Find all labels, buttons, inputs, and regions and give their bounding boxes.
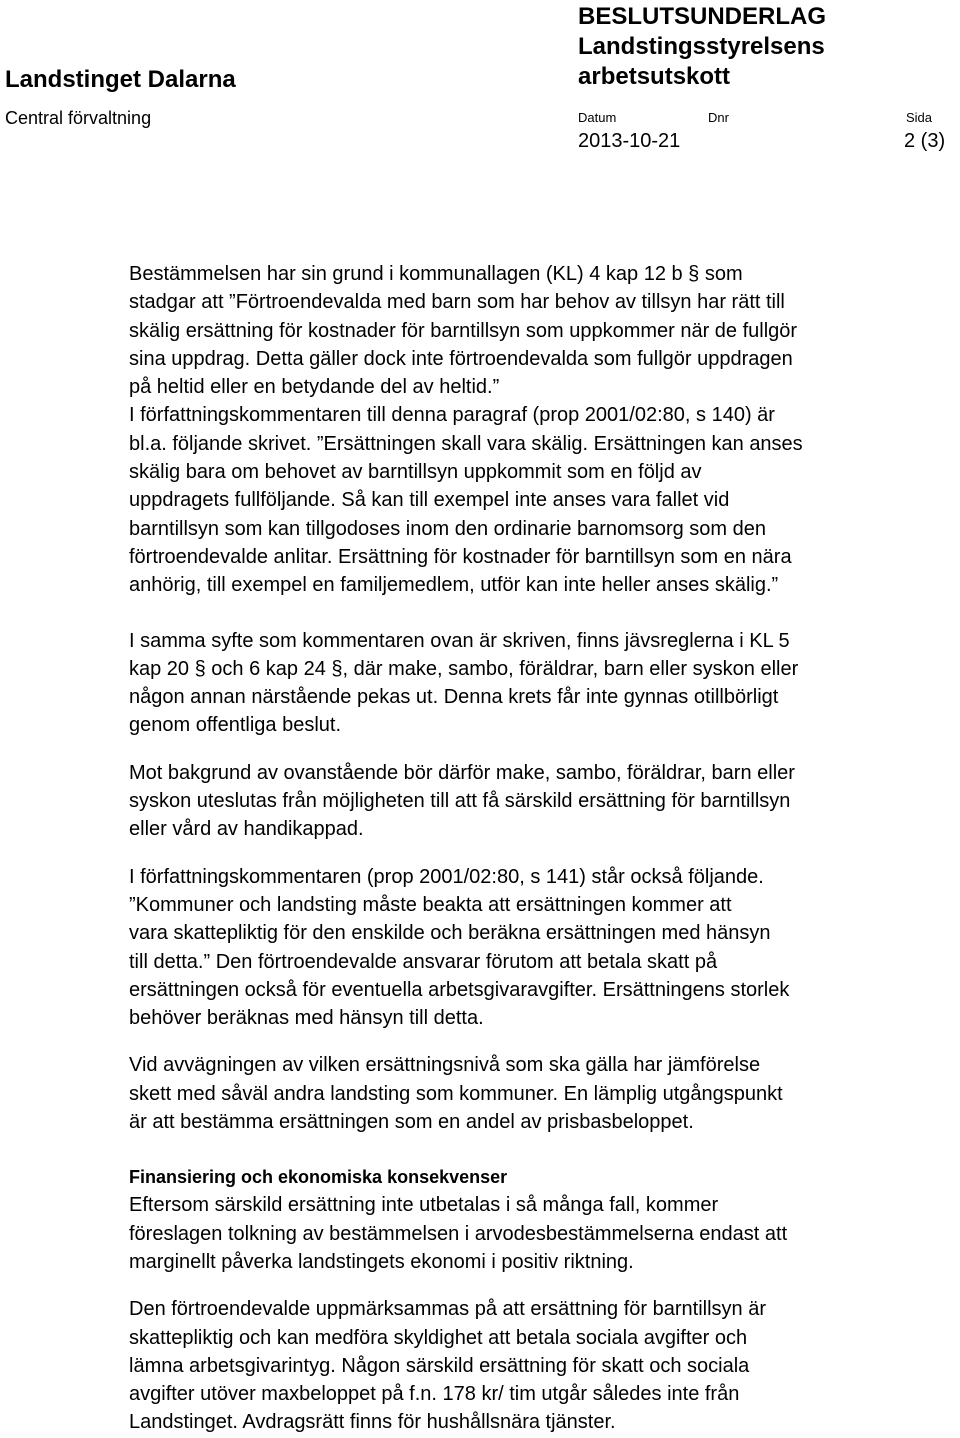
text-line: I samma syfte som kommentaren ovan är skriven, finns jävsreglerna i KL 5 bbox=[129, 629, 790, 652]
paragraph bbox=[129, 1191, 959, 1276]
paragraph bbox=[129, 863, 959, 1033]
paragraph bbox=[129, 260, 959, 401]
text-line: stadgar att ”Förtroendevalda med barn som har behov av tillsyn har rätt till bbox=[129, 291, 785, 314]
text-line: Eftersom särskild ersättning inte utbetalas i så många fall, kommer bbox=[129, 1194, 719, 1217]
text-line: vara skattepliktig för den enskilde och beräkna ersättningen med hänsyn bbox=[129, 922, 771, 945]
text-line: Bestämmelsen har sin grund i kommunallagen (KL) 4 kap 12 b § som bbox=[129, 263, 743, 285]
paragraph bbox=[129, 627, 959, 740]
text-line: avgifter utöver maxbeloppet på f.n. 178 kr/ tim utgår således inte från bbox=[129, 1383, 740, 1406]
text-line: skattepliktig och kan medföra skyldighet att betala sociala avgifter och bbox=[129, 1326, 748, 1349]
document-type: BESLUTSUNDERLAG bbox=[578, 3, 827, 30]
text-line: skett med såväl andra landsting som kommuner. En lämplig utgångspunkt bbox=[129, 1082, 783, 1105]
text-line: någon annan närstående pekas ut. Denna krets får inte gynnas otillbörligt bbox=[129, 686, 779, 709]
dnr-label: Dnr bbox=[708, 110, 729, 125]
date-value: 2013-10-21 bbox=[578, 130, 681, 152]
date-label: Datum bbox=[578, 110, 617, 125]
paragraph bbox=[129, 1295, 959, 1436]
document-body bbox=[129, 260, 959, 1437]
text-line: är att bestämma ersättningen som en andel av prisbasbeloppet. bbox=[129, 1111, 694, 1134]
text-line: I författningskommentaren (prop 2001/02:80, s 141) står också följande. bbox=[129, 865, 764, 888]
text-line: Landstinget. Avdragsrätt finns för hushållsnära tjänster. bbox=[129, 1411, 616, 1434]
text-line: marginellt påverka landstingets ekonomi i positiv riktning. bbox=[129, 1250, 634, 1273]
text-line: lämna arbetsgivarintyg. Någon särskild ersättning för skatt och sociala bbox=[129, 1354, 750, 1377]
page-number: 2 (3) bbox=[904, 130, 946, 152]
page-label: Sida bbox=[906, 110, 933, 125]
text-line: förtroendevalde anlitar. Ersättning för kostnader för barntillsyn som en nära bbox=[129, 545, 792, 568]
text-line: föreslagen tolkning av bestämmelsen i arvodesbestämmelserna endast att bbox=[129, 1222, 788, 1245]
text-line: till detta.” Den förtroendevalde ansvarar förutom att betala skatt på bbox=[129, 950, 718, 973]
text-line: genom offentliga beslut. bbox=[129, 714, 342, 737]
text-line: anhörig, till exempel en familjemedlem, utför kan inte heller anses skälig.” bbox=[129, 574, 779, 597]
text-line: bl.a. följande skrivet. ”Ersättningen skall vara skälig. Ersättningen kan anses bbox=[129, 432, 803, 455]
text-line: ”Kommuner och landsting måste beakta att ersättningen kommer att bbox=[129, 893, 732, 916]
text-line: behöver beräknas med hänsyn till detta. bbox=[129, 1007, 484, 1030]
text-line: skälig ersättning för kostnader för barntillsyn som uppkommer när de fullgör bbox=[129, 319, 798, 342]
section-heading: Finansiering och ekonomiska konsekvenser bbox=[129, 1167, 508, 1188]
text-line: på heltid eller en betydande del av heltid.” bbox=[129, 376, 500, 399]
text-line: I författningskommentaren till denna paragraf (prop 2001/02:80, s 140) är bbox=[129, 404, 775, 427]
text-line: Den förtroendevalde uppmärksammas på att ersättning för barntillsyn är bbox=[129, 1298, 766, 1321]
text-line: Vid avvägningen av vilken ersättningsnivå som ska gälla har jämförelse bbox=[129, 1054, 761, 1077]
paragraph bbox=[129, 1051, 959, 1136]
text-line: syskon uteslutas från möjligheten till att få särskild ersättning för barntillsyn bbox=[129, 790, 791, 813]
text-line: uppdragets fullföljande. Så kan till exempel inte anses vara fallet vid bbox=[129, 489, 730, 512]
text-line: skälig bara om behovet av barntillsyn uppkommit som en följd av bbox=[129, 461, 702, 484]
text-line: eller vård av handikappad. bbox=[129, 818, 364, 841]
text-line: ersättningen också för eventuella arbetsgivaravgifter. Ersättningens storlek bbox=[129, 978, 790, 1001]
recipient-line: arbetsutskott bbox=[578, 63, 731, 90]
text-line: barntillsyn som kan tillgodoses inom den ordinarie barnomsorg som den bbox=[129, 517, 766, 540]
document-recipient bbox=[578, 32, 825, 92]
recipient-line: Landstingsstyrelsens bbox=[578, 33, 825, 60]
organization-name: Landstinget Dalarna bbox=[5, 66, 236, 93]
text-line: kap 20 § och 6 kap 24 §, där make, sambo, föräldrar, barn eller syskon eller bbox=[129, 657, 799, 680]
department-name: Central förvaltning bbox=[5, 108, 152, 128]
paragraph bbox=[129, 401, 959, 599]
paragraph bbox=[129, 759, 959, 844]
text-line: sina uppdrag. Detta gäller dock inte förtroendevalda som fullgör uppdragen bbox=[129, 347, 793, 370]
text-line: Mot bakgrund av ovanstående bör därför make, sambo, föräldrar, barn eller bbox=[129, 761, 795, 784]
